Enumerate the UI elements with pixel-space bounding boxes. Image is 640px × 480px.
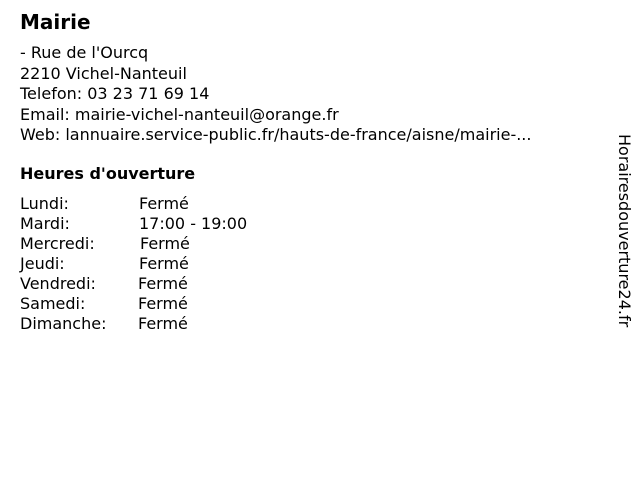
hours-value: Fermé (140, 234, 190, 253)
day-label: Mercredi: (20, 234, 95, 253)
hours-value: Fermé (138, 274, 188, 293)
day-label: Samedi: (20, 294, 86, 313)
page-title: Mairie (20, 10, 91, 34)
hours-value: Fermé (139, 194, 189, 213)
city-address: 2210 Vichel-Nanteuil (20, 63, 187, 83)
day-label: Lundi: (20, 194, 69, 213)
phone-number: Telefon: 03 23 71 69 14 (20, 84, 210, 103)
street-address: - Rue de l'Ourcq (20, 43, 149, 62)
hours-value: Fermé (138, 314, 188, 333)
hours-value: Fermé (138, 294, 188, 313)
address-block (20, 43, 531, 146)
hours-value: 17:00 - 19:00 (139, 214, 248, 233)
day-label: Dimanche: (20, 314, 107, 333)
day-label: Mardi: (20, 214, 70, 233)
day-label: Vendredi: (20, 274, 96, 293)
website-link: Web: lannuaire.service-public.fr/hauts-de-france/aisne/mairie-... (20, 125, 532, 144)
brand-watermark: Horairesdouverture24.fr (615, 134, 634, 328)
opening-hours-heading: Heures d'ouverture (20, 164, 196, 183)
hours-value: Fermé (139, 254, 189, 273)
day-label: Jeudi: (20, 254, 65, 273)
email-address: Email: mairie-vichel-nanteuil@orange.fr (20, 104, 339, 124)
